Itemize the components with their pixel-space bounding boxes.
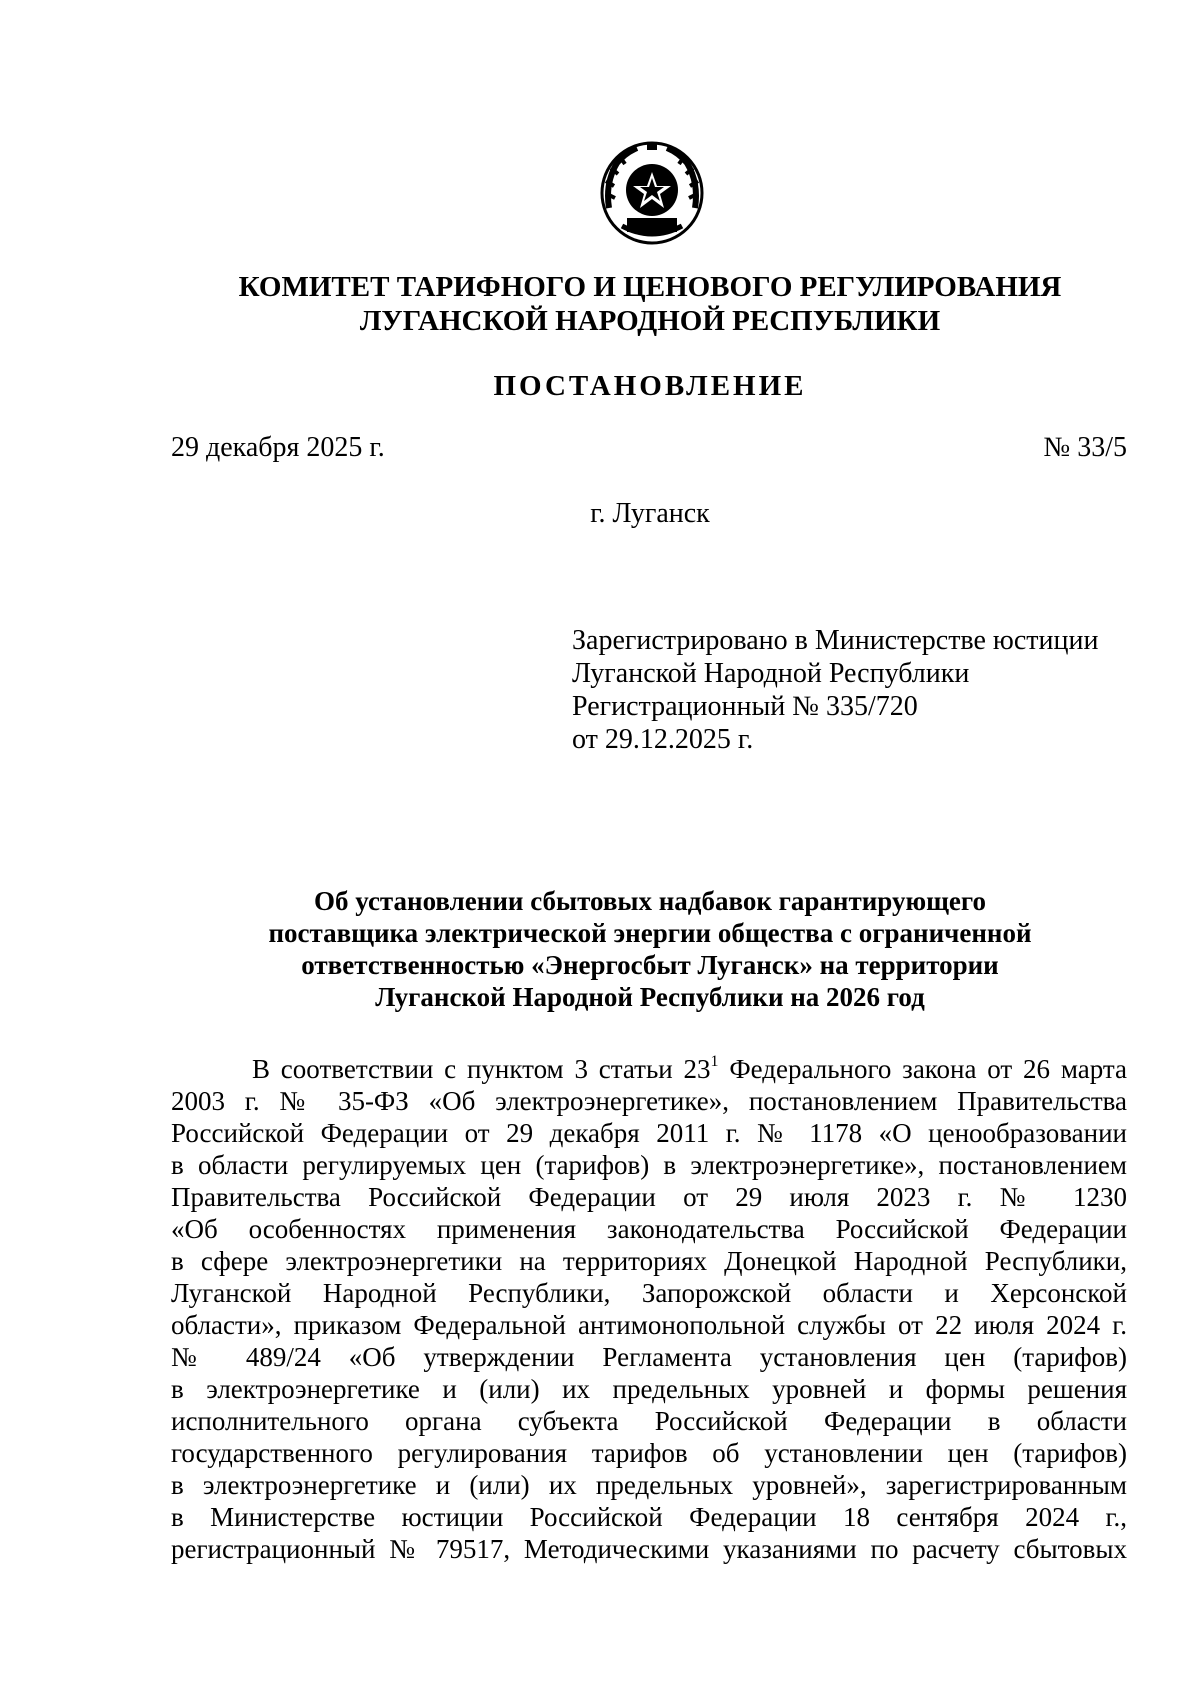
body-line: № 489/24 «Об утверждении Регламента установления цен (тарифов) (171, 1342, 1127, 1372)
footnote-superscript: 1 (710, 1053, 719, 1070)
registration-block (572, 624, 1098, 756)
body-line: Правительства Российской Федерации от 29 июля 2023 г. № 1230 (171, 1182, 1127, 1212)
body-line: исполнительного органа субъекта Российской Федерации в области (171, 1406, 1127, 1436)
body-line: в электроэнергетике и (или) их предельных уровней и формы решения (171, 1374, 1127, 1404)
body-line: 2003 г. № 35-ФЗ «Об электроэнергетике», постановлением Правительства (171, 1086, 1127, 1116)
body-line: в области регулируемых цен (тарифов) в электроэнергетике», постановлением (171, 1150, 1127, 1180)
subject-line: Об установлении сбытовых надбавок гарантирующего (314, 886, 986, 916)
document-date: 29 декабря 2025 г. (171, 432, 385, 463)
body-line: в сфере электроэнергетики на территориях Донецкой Народной Республики, (171, 1246, 1127, 1276)
registration-line: Регистрационный № 335/720 (572, 691, 918, 722)
subject-line: ответственностью «Энергосбыт Луганск» на территории (301, 950, 999, 980)
registration-line: Луганской Народной Республики (572, 658, 970, 689)
subject-line: поставщика электрической энергии общества с ограниченной (268, 918, 1032, 948)
subject-line: Луганской Народной Республики на 2026 год (375, 982, 925, 1012)
authority-line-1: КОМИТЕТ ТАРИФНОГО И ЦЕНОВОГО РЕГУЛИРОВАНИЯ (238, 271, 1062, 303)
state-emblem-icon (597, 138, 707, 248)
document-type: ПОСТАНОВЛЕНИЕ (493, 370, 807, 402)
body-line (171, 1053, 1127, 1085)
body-line: регистрационный № 79517, Методическими указаниями по расчету сбытовых (171, 1534, 1127, 1564)
body-line: государственного регулирования тарифов об установлении цен (тарифов) (171, 1438, 1127, 1468)
registration-line: от 29.12.2025 г. (572, 724, 754, 755)
registration-line: Зарегистрировано в Министерстве юстиции (572, 625, 1099, 656)
document-subject (200, 885, 1100, 1013)
body-line: области», приказом Федеральной антимонопольной службы от 22 июля 2024 г. (171, 1310, 1127, 1340)
body-line: Российской Федерации от 29 декабря 2011 г. № 1178 «О ценообразовании (171, 1118, 1127, 1148)
body-paragraph (171, 1053, 1127, 1565)
document-number: № 33/5 (1043, 432, 1127, 463)
issuing-authority (150, 270, 1150, 338)
document-city: г. Луганск (590, 498, 710, 529)
body-line: в электроэнергетике и (или) их предельных уровней», зарегистрированным (171, 1470, 1127, 1500)
body-text: Федерального закона от 26 марта (718, 1054, 1127, 1084)
body-line: в Министерстве юстиции Российской Федерации 18 сентября 2024 г., (171, 1502, 1127, 1532)
authority-line-2: ЛУГАНСКОЙ НАРОДНОЙ РЕСПУБЛИКИ (359, 305, 941, 337)
body-line: Луганской Народной Республики, Запорожской области и Херсонской (171, 1278, 1127, 1308)
body-text: В соответствии с пунктом 3 статьи 23 (252, 1054, 711, 1084)
body-line: «Об особенностях применения законодательства Российской Федерации (171, 1214, 1127, 1244)
